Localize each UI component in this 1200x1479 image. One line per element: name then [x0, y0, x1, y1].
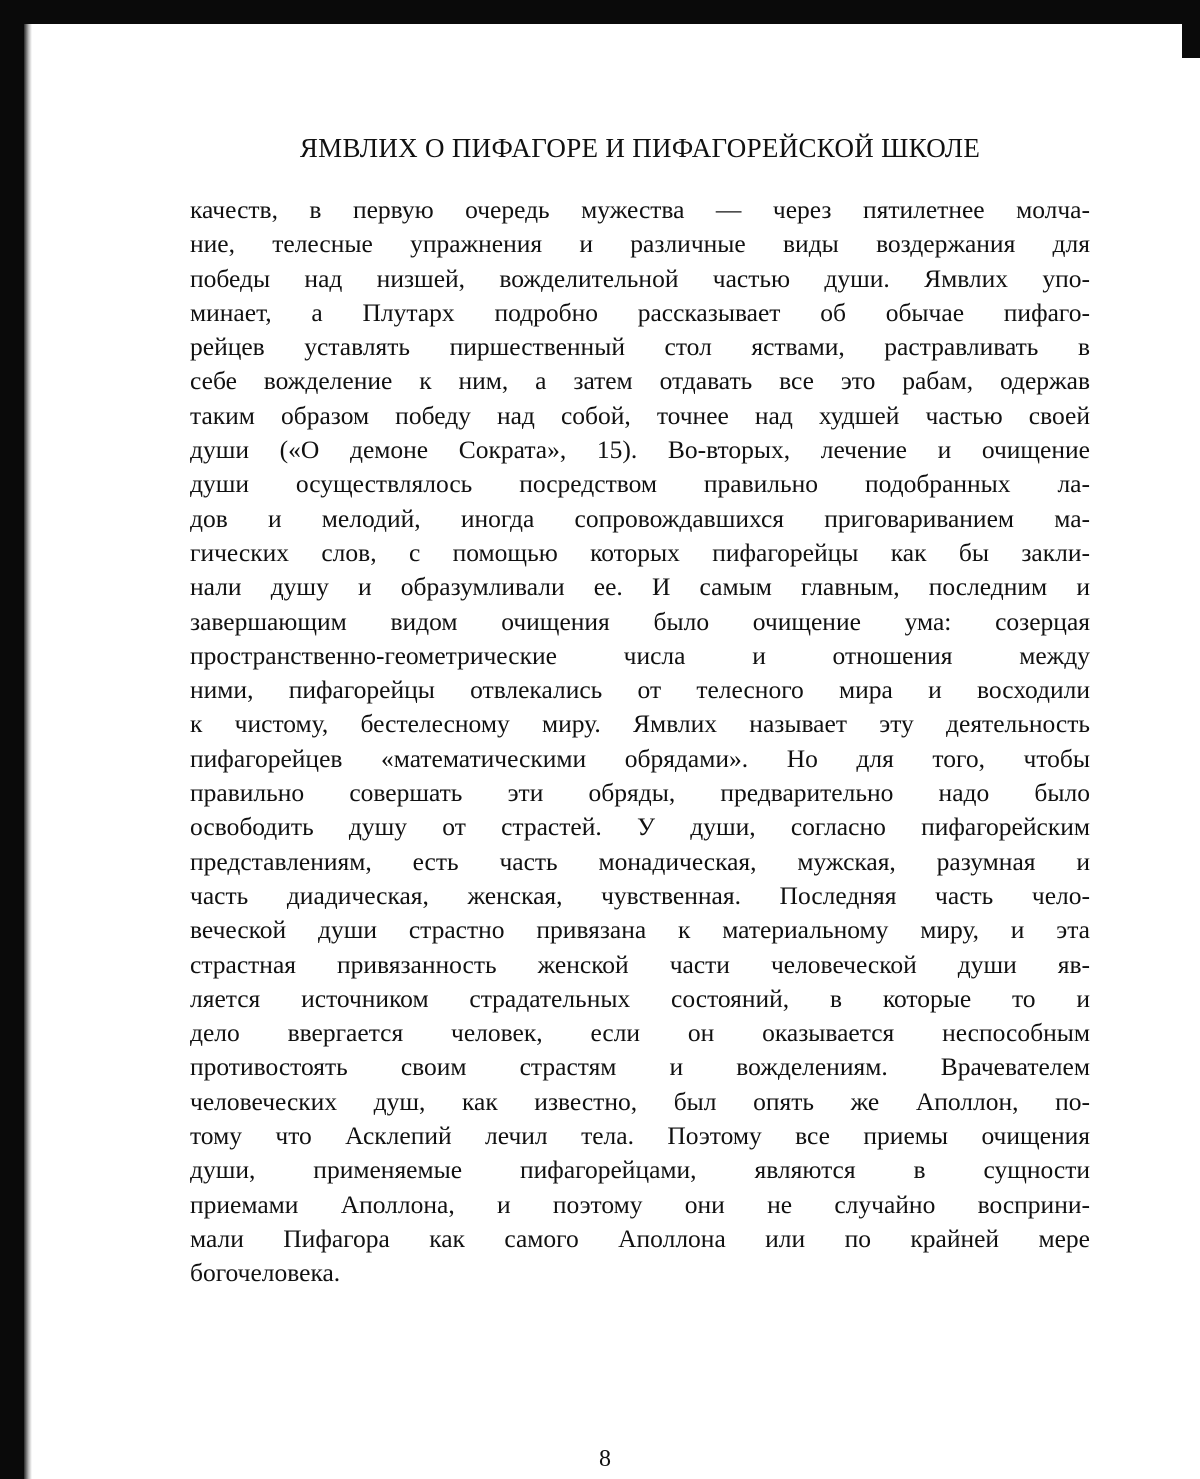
scan-page-edge-shadow — [24, 24, 32, 1479]
text-line: приемами Аполлона, и поэтому они не случайно восприни- — [190, 1189, 1090, 1219]
text-line: пифагорейцев «математическими обрядами». Но для того, чтобы — [190, 743, 1090, 773]
text-line: пространственно-геометрические числа и отношения между — [190, 640, 1090, 670]
text-line: завершающим видом очищения было очищение ума: созерцая — [190, 606, 1090, 636]
text-line: таким образом победу над собой, точнее над худшей частью своей — [190, 400, 1090, 430]
text-line: противостоять своим страстям и вожделениям. Врачевателем — [190, 1052, 1090, 1082]
scan-border-left — [0, 0, 24, 1479]
text-line: нали душу и образумливали ее. И самым главным, последним и — [190, 572, 1090, 602]
page-number: 8 — [599, 1446, 611, 1472]
text-line: дело ввергается человек, если он оказывается неспособным — [190, 1018, 1090, 1048]
text-line: гических слов, с помощью которых пифагорейцы как бы закли- — [190, 537, 1090, 567]
text-line: человеческих душ, как известно, был опять же Аполлон, по- — [190, 1086, 1090, 1116]
text-line: души осуществлялось посредством правильно подобранных ла- — [190, 469, 1090, 499]
text-line: победы над низшей, вожделительной частью души. Ямвлих упо- — [190, 263, 1090, 293]
text-line: ляется источником страдательных состояний, в которые то и — [190, 983, 1090, 1013]
scan-border-top — [0, 0, 1200, 24]
text-line: дов и мелодий, иногда сопровождавшихся приговариванием ма- — [190, 503, 1090, 533]
text-line: освободить душу от страстей. У души, согласно пифагорейским — [190, 812, 1090, 842]
scan-border-corner — [1182, 24, 1200, 58]
text-line: веческой души страстно привязана к материальному миру, и эта — [190, 915, 1090, 945]
text-line: души («О демоне Сократа», 15). Во-вторых, лечение и очищение — [190, 435, 1090, 465]
text-line: себе вожделение к ним, а затем отдавать все это рабам, одержав — [190, 366, 1090, 396]
text-line: души, применяемые пифагорейцами, являются в сущности — [190, 1155, 1090, 1185]
body-text — [190, 193, 1090, 1291]
text-line: ние, телесные упражнения и различные виды воздержания для — [190, 229, 1090, 259]
text-line: к чистому, бестелесному миру. Ямвлих называет эту деятельность — [190, 709, 1090, 739]
text-line: рейцев уставлять пиршественный стол яствами, растравливать в — [190, 332, 1090, 362]
text-line: мали Пифагора как самого Аполлона или по крайней мере — [190, 1223, 1090, 1253]
text-line: минает, а Плутарх подробно рассказывает об обычае пифаго- — [190, 297, 1090, 327]
running-title: ЯМВЛИХ О ПИФАГОРЕ И ПИФАГОРЕЙСКОЙ ШКОЛЕ — [299, 133, 981, 163]
text-line: часть диадическая, женская, чувственная. Последняя часть чело- — [190, 880, 1090, 910]
text-line: тому что Асклепий лечил тела. Поэтому все приемы очищения — [190, 1121, 1090, 1151]
text-line: качеств, в первую очередь мужества — через пятилетнее молча- — [190, 195, 1090, 224]
text-line: правильно совершать эти обряды, предварительно надо было — [190, 778, 1090, 808]
text-line: ними, пифагорейцы отвлекались от телесного мира и восходили — [190, 675, 1090, 705]
text-line: представлениям, есть часть монадическая, мужская, разумная и — [190, 846, 1090, 876]
text-line: богочеловека. — [190, 1258, 341, 1288]
text-line: страстная привязанность женской части человеческой души яв- — [190, 949, 1090, 979]
